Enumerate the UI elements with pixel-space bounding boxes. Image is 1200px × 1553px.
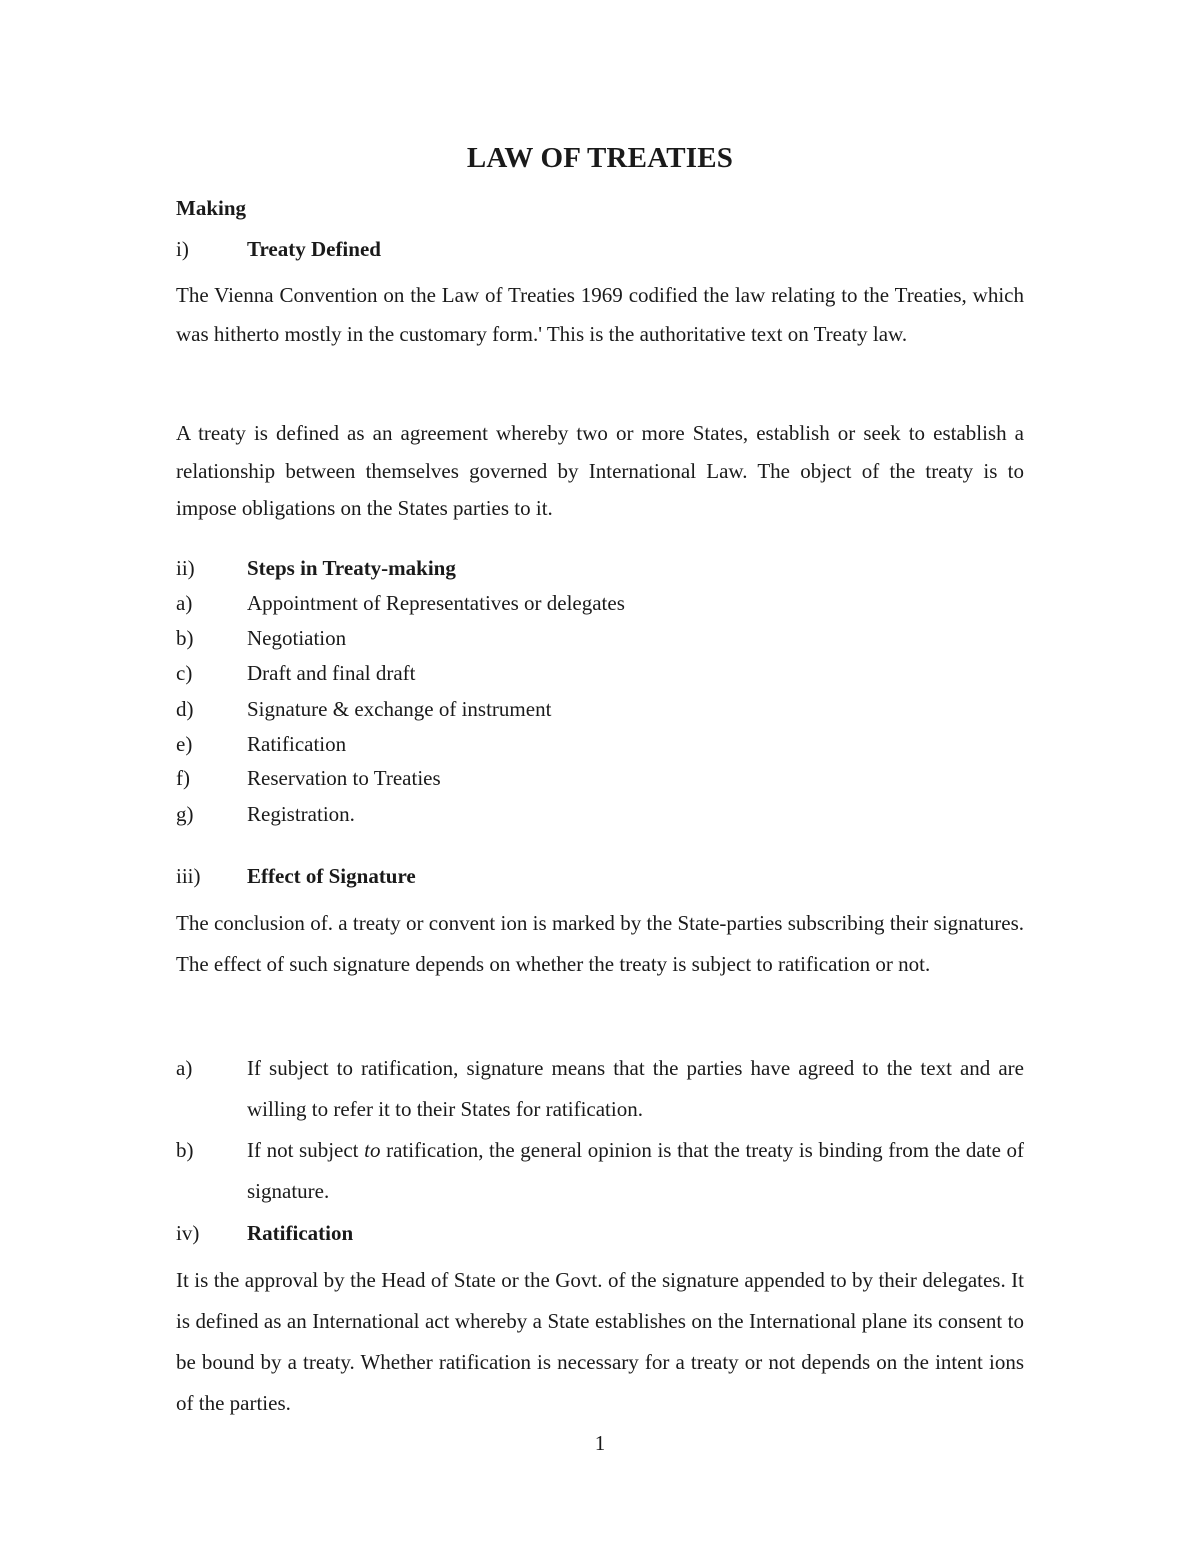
- list-item-number: b): [176, 1138, 194, 1162]
- list-item-text: Draft and final draft: [247, 661, 416, 685]
- list-item-text: Ratification: [247, 732, 347, 756]
- heading-number: ii): [176, 556, 195, 580]
- list-item-number: a): [176, 591, 193, 615]
- heading-effect-of-signature: [176, 864, 1024, 894]
- heading-number: iii): [176, 864, 201, 888]
- list-item-number: c): [176, 661, 193, 685]
- list-item: [176, 626, 1024, 656]
- list-item-text: If subject to ratification, signature means that the parties have agreed to the text and are willing to refer it to their States for ratification.: [247, 1056, 1024, 1121]
- list-item-text: Reservation to Treaties: [247, 766, 441, 790]
- heading-text: Ratification: [247, 1221, 354, 1245]
- list-item: [176, 591, 1024, 621]
- heading-text: Effect of Signature: [247, 864, 416, 888]
- list-item: [176, 661, 1024, 691]
- list-item-text: Registration.: [247, 802, 355, 826]
- heading-ratification: [176, 1221, 1024, 1251]
- list-item-number: g): [176, 802, 194, 826]
- list-item-number: b): [176, 626, 194, 650]
- paragraph-ratification-definition: It is the approval by the Head of State or the Govt. of the signature appended to by their delegates. It is defined as an International act whereby a State establishes on the International plane its consent to be bound by a treaty. Whether ratification is necessary for a treaty or not depends on the intent ions of the parties.: [176, 1268, 1024, 1415]
- list-item: [176, 766, 1024, 796]
- list-item-subject-to-ratification: [176, 1048, 1024, 1130]
- heading-number: i): [176, 237, 189, 261]
- list-item-number: e): [176, 732, 193, 756]
- list-item-text: Appointment of Representatives or delegates: [247, 591, 625, 615]
- page-number: 1: [594, 1431, 606, 1455]
- list-item-number: d): [176, 697, 194, 721]
- list-item-text-part: ratification, the general opinion is that the treaty is binding from the date of signature.: [247, 1138, 1024, 1203]
- heading-text: Steps in Treaty-making: [247, 556, 456, 580]
- list-item: [176, 732, 1024, 762]
- list-item: [176, 697, 1024, 727]
- heading-steps-in-treaty-making: [176, 556, 1024, 586]
- list-item-text: Negotiation: [247, 626, 347, 650]
- list-item-number: f): [176, 766, 190, 790]
- heading-treaty-defined: [176, 237, 1024, 267]
- list-item-number: a): [176, 1056, 193, 1080]
- paragraph-conclusion-of-treaty: The conclusion of. a treaty or convent ion is marked by the State-parties subscribing their signatures. The effect of such signature depends on whether the treaty is subject to ratification or not.: [176, 911, 1024, 976]
- list-item-not-subject-to-ratification: [176, 1130, 1024, 1212]
- heading-number: iv): [176, 1221, 200, 1245]
- paragraph-vienna-convention: The Vienna Convention on the Law of Treaties 1969 codified the law relating to the Treaties, which was hitherto mostly in the customary form.' This is the authoritative text on Treaty law.: [176, 283, 1024, 346]
- list-item: [176, 802, 1024, 832]
- list-item-text: [247, 1130, 1024, 1212]
- heading-text: Treaty Defined: [247, 237, 381, 261]
- document-title: LAW OF TREATIES: [466, 142, 734, 174]
- list-item-text: Signature & exchange of instrument: [247, 697, 552, 721]
- list-item-text-part: If not subject: [247, 1138, 365, 1162]
- section-heading-making: Making: [176, 196, 247, 220]
- emphasis-text: to: [364, 1138, 381, 1162]
- paragraph-treaty-definition: A treaty is defined as an agreement whereby two or more States, establish or seek to establish a relationship between themselves governed by International Law. The object of the treaty is to impose obligations on the States parties to it.: [176, 421, 1024, 520]
